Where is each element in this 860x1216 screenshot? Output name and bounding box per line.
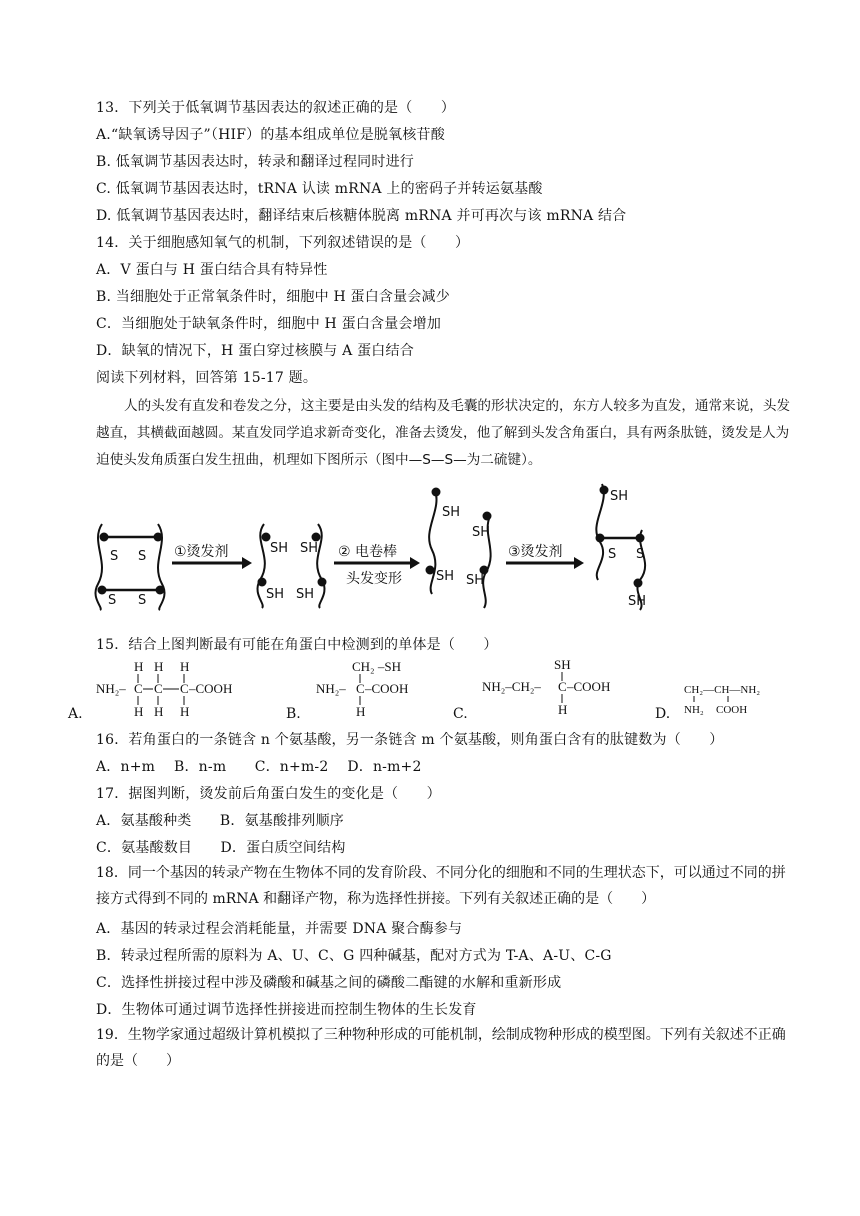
q15-letter-a: A. bbox=[68, 706, 83, 722]
q17-stem: 17．据图判断，烫发前后角蛋白发生的变化是（ ） bbox=[96, 786, 441, 802]
svg-text:CH₂—CH—NH₂: CH₂—CH—NH₂ bbox=[684, 684, 761, 696]
q15-letter-c: C. bbox=[453, 706, 468, 722]
q16-stem: 16．若角蛋白的一条链含 n 个氨基酸，另一条链含 m 个氨基酸，则角蛋白含有的肽键数为（ ） bbox=[96, 732, 724, 748]
svg-text:H: H bbox=[180, 704, 190, 719]
q16-options: A．n+m B．n-m C．n+m-2 D．n-m+2 bbox=[96, 759, 422, 775]
svg-text:H: H bbox=[134, 704, 144, 719]
svg-text:SH: SH bbox=[628, 594, 647, 609]
svg-text:S: S bbox=[138, 549, 147, 564]
q15-letter-b: B. bbox=[286, 706, 301, 722]
q13-option-c: C. 低氧调节基因表达时，tRNA 认读 mRNA 上的密码子并转运氨基酸 bbox=[96, 181, 543, 197]
svg-text:–COOH: –COOH bbox=[365, 681, 409, 696]
step3-label: ③烫发剂 bbox=[508, 544, 563, 560]
perm-mechanism-figure bbox=[80, 480, 680, 614]
svg-text:SH: SH bbox=[442, 505, 461, 520]
q17-options-row1: A．氨基酸种类 B．氨基酸排列顺序 bbox=[96, 813, 344, 829]
svg-text:C: C bbox=[558, 679, 567, 694]
q13-option-d: D. 低氧调节基因表达时，翻译结束后核糖体脱离 mRNA 并可再次与该 mRNA 结合 bbox=[96, 208, 627, 224]
q18-option-b: B．转录过程所需的原料为 A、U、C、G 四种碱基，配对方式为 T-A、A-U、C-G bbox=[96, 948, 612, 964]
q14-stem: 14．关于细胞感知氧气的机制，下列叙述错误的是（ ） bbox=[96, 235, 470, 251]
q17-options-row2: C．氨基酸数目 D．蛋白质空间结构 bbox=[96, 840, 346, 856]
step2-label: ② 电卷棒 bbox=[338, 544, 398, 560]
svg-text:SH: SH bbox=[610, 489, 629, 504]
svg-text:C: C bbox=[154, 681, 163, 696]
svg-text:COOH: COOH bbox=[716, 704, 748, 716]
q15-molecule-a bbox=[92, 658, 262, 720]
q18-option-d: D．生物体可通过调节选择性拼接进而控制生物体的生长发育 bbox=[96, 1002, 477, 1018]
svg-text:H: H bbox=[356, 704, 366, 719]
svg-text:H: H bbox=[180, 659, 190, 674]
svg-text:NH₂–: NH₂– bbox=[96, 681, 126, 696]
svg-text:S: S bbox=[608, 547, 617, 562]
svg-text:S: S bbox=[138, 593, 147, 608]
svg-text:NH₂–CH₂–: NH₂–CH₂– bbox=[482, 679, 541, 694]
q15-letter-d: D. bbox=[655, 706, 671, 722]
reading-intro: 阅读下列材料，回答第 15-17 题。 bbox=[96, 370, 318, 386]
svg-text:S: S bbox=[108, 593, 117, 608]
step3-arrow bbox=[506, 544, 584, 569]
svg-text:H: H bbox=[154, 704, 164, 719]
q14-option-b: B. 当细胞处于正常氧条件时，细胞中 H 蛋白含量会减少 bbox=[96, 289, 450, 305]
svg-text:H: H bbox=[558, 702, 568, 717]
svg-text:SH: SH bbox=[472, 525, 491, 540]
q19-stem: 19．生物学家通过超级计算机模拟了三种物种形成的可能机制，绘制成物种形成的模型图。下列有关叙述不正确的是（ ） bbox=[96, 1027, 786, 1069]
q14-option-c: C．当细胞处于缺氧条件时，细胞中 H 蛋白含量会增加 bbox=[96, 316, 442, 332]
q15-molecule-d bbox=[682, 680, 782, 720]
q13-stem: 13．下列关于低氧调节基因表达的叙述正确的是（ ） bbox=[96, 100, 456, 116]
step2-sublabel: 头发变形 bbox=[346, 571, 402, 587]
q13-option-a: A.“缺氧诱导因子”（HIF）的基本组成单位是脱氧核苷酸 bbox=[96, 127, 445, 143]
svg-text:NH₂–: NH₂– bbox=[316, 681, 346, 696]
svg-text:C: C bbox=[356, 681, 365, 696]
svg-text:SH: SH bbox=[466, 573, 485, 588]
q15-molecule-c bbox=[480, 656, 640, 718]
svg-text:NH₂: NH₂ bbox=[684, 704, 704, 716]
svg-text:SH: SH bbox=[300, 541, 319, 556]
q13-option-b: B. 低氧调节基因表达时，转录和翻译过程同时进行 bbox=[96, 154, 414, 170]
svg-text:CH₂ –SH: CH₂ –SH bbox=[352, 659, 401, 674]
svg-text:H: H bbox=[154, 659, 164, 674]
svg-text:H: H bbox=[134, 659, 144, 674]
svg-text:–COOH: –COOH bbox=[189, 681, 233, 696]
q14-option-d: D．缺氧的情况下，H 蛋白穿过核膜与 A 蛋白结合 bbox=[96, 343, 414, 359]
q18-stem: 18．同一个基因的转录产物在生物体不同的发育阶段、不同分化的细胞和不同的生理状态下，可以通过不同的拼接方式得到不同的 mRNA 和翻译产物，称为选择性拼接。下列有关叙述正确的是（ ） bbox=[96, 865, 786, 907]
q15-stem: 15．结合上图判断最有可能在角蛋白中检测到的单体是（ ） bbox=[96, 637, 498, 653]
q18-option-a: A．基因的转录过程会消耗能量，并需要 DNA 聚合酶参与 bbox=[96, 921, 463, 937]
svg-text:SH: SH bbox=[266, 587, 285, 602]
step1-label: ①烫发剂 bbox=[174, 544, 229, 560]
svg-text:SH: SH bbox=[436, 569, 455, 584]
q15-molecule-b bbox=[314, 658, 444, 720]
step2-arrow bbox=[334, 543, 420, 587]
q18-option-c: C．选择性拼接过程中涉及磷酸和碱基之间的磷酸二酯键的水解和重新形成 bbox=[96, 975, 562, 991]
sulfhydryl-sh-label: SH bbox=[270, 541, 289, 556]
svg-text:SH: SH bbox=[296, 587, 315, 602]
reading-passage: 人的头发有直发和卷发之分，这主要是由头发的结构及毛囊的形状决定的，东方人较多为直发，通常来说，头发越直，其横截面越圆。某直发同学追求新奇变化，准备去烫发，他了解到头发含角蛋白，具有两条肽链，烫发是人为迫使头发角质蛋白发生扭曲，机理如下图所示（图中—S—S—为二硫键）。 bbox=[96, 398, 791, 468]
q14-option-a: A．V 蛋白与 H 蛋白结合具有特异性 bbox=[96, 262, 328, 278]
svg-text:S: S bbox=[636, 547, 645, 562]
svg-text:C: C bbox=[134, 681, 143, 696]
step1-arrow bbox=[172, 544, 252, 569]
svg-text:–COOH: –COOH bbox=[567, 679, 611, 694]
disulfide-s-label: S bbox=[110, 549, 119, 564]
svg-text:SH: SH bbox=[554, 657, 571, 672]
svg-text:C: C bbox=[180, 681, 189, 696]
